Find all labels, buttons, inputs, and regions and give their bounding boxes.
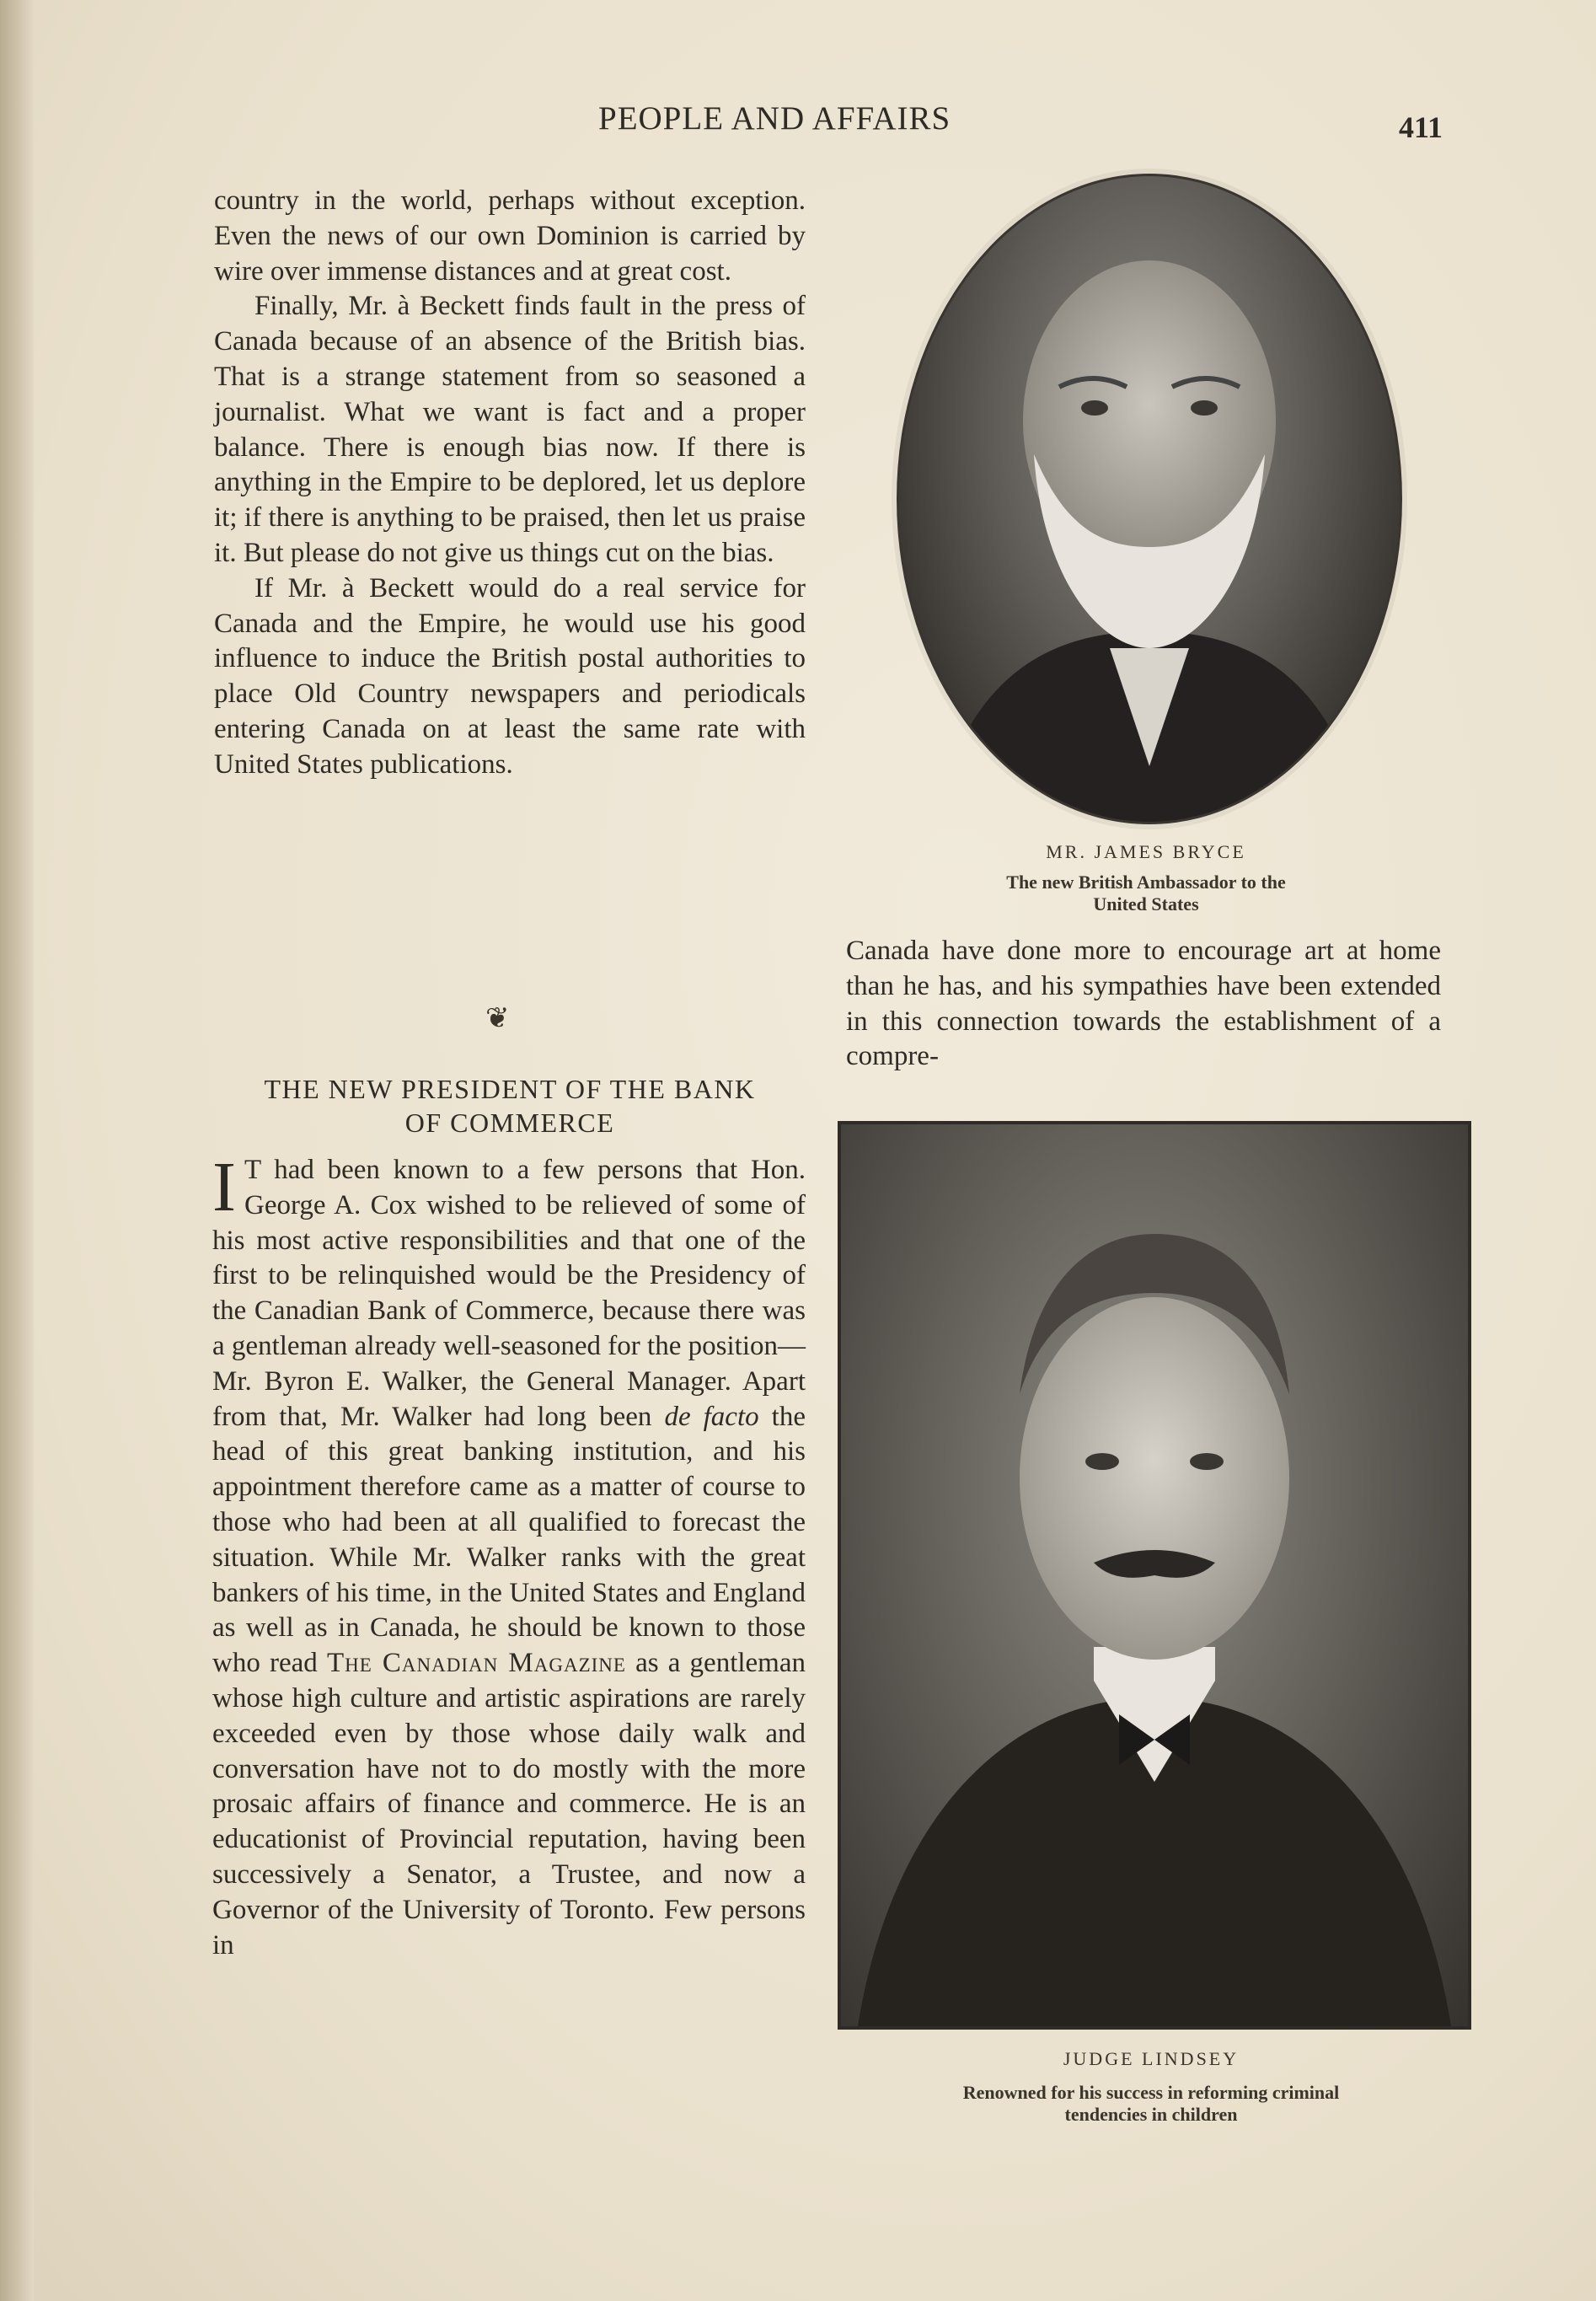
figure-caption [834, 2048, 1468, 2126]
page-number: 411 [1399, 110, 1443, 144]
right-column-text [846, 934, 1441, 1075]
article-text: T had been known to a few persons that Hon. George A. Cox wished to be relieved of some of his most active responsibilities and that one of the first to be relinquished would be the Presidency of the Canadian Bank of Commerce, because there was a gentleman already well-seasoned for the position—Mr. Byron E. Walker, the General Manager. Apart from that, Mr. Walker had long been [212, 1155, 806, 1432]
running-head: PEOPLE AND AFFAIRS [598, 100, 951, 137]
paragraph: Finally, Mr. à Beckett finds fault in the press of Canada because of an absence of the British bias. That is a strange statement from so seasoned a journalist. What we want is fact and a proper balance. There is enough bias now. If there is anything in the Empire to be deplored, let us deplore it; if there is anything to be praised, then let us praise it. But please do not give us things cut on the bias. [214, 291, 806, 568]
caption-name: MR. JAMES BRYCE [1046, 841, 1246, 862]
caption-description: tendencies in children [1064, 2104, 1238, 2125]
magazine-title: The Canadian Magazine [326, 1648, 626, 1679]
portrait-photo-rect [838, 1121, 1471, 2030]
left-column-text [214, 184, 806, 783]
portrait-photo-oval [897, 174, 1402, 824]
article-text: as a gentleman whose high culture and artistic aspirations are rarely exceeded even by those whose daily walk and conversation have not to do mostly with the more prosaic affairs of finance and commerce. He is an educationist of Provincial reputation, having been successively a Senator, a Trustee, and now a Governor of the University of Toronto. Few persons in [212, 1648, 806, 1960]
portrait-illustration [899, 176, 1400, 822]
section-title [207, 1072, 812, 1140]
caption-description: Renowned for his success in reforming criminal [962, 2082, 1340, 2103]
caption-description: United States [1093, 893, 1199, 914]
portrait-illustration [841, 1124, 1468, 2026]
caption-name: JUDGE LINDSEY [1063, 2048, 1240, 2069]
fleuron-ornament: ❦ [485, 1003, 510, 1034]
drop-cap: I [212, 1148, 236, 1226]
paragraph: If Mr. à Beckett would do a real service for Canada and the Empire, he would use his good influence to induce the British postal authorities to place Old Country newspapers and periodicals entering Canada on at least the same rate with United States publications. [214, 572, 806, 780]
article-paragraph [212, 1148, 806, 1963]
article-text: the head of this great banking institution, and his appointment therefore came as a matter of course to those who had been at all qualified to forecast the situation. While Mr. Walker ranks with the great bankers of his time, in the United States and England as well as in Canada, he should be known to those who read [212, 1401, 806, 1679]
book-spine-shadow [0, 0, 34, 2301]
section-title-line: OF COMMERCE [404, 1108, 615, 1138]
italic-phrase: de facto [664, 1401, 759, 1432]
section-title-line: THE NEW PRESIDENT OF THE BANK [264, 1074, 756, 1104]
caption-description: The new British Ambassador to the [1006, 872, 1286, 893]
article-body [212, 1148, 806, 1963]
paragraph: Canada have done more to encourage art at home than he has, and his sympathies have been extended in this connection towards the establishment of a compre- [846, 936, 1441, 1072]
paragraph: country in the world, perhaps without exception. Even the news of our own Dominion is carried by wire over immense distances and at great cost. [214, 185, 806, 287]
figure-caption [893, 841, 1399, 915]
